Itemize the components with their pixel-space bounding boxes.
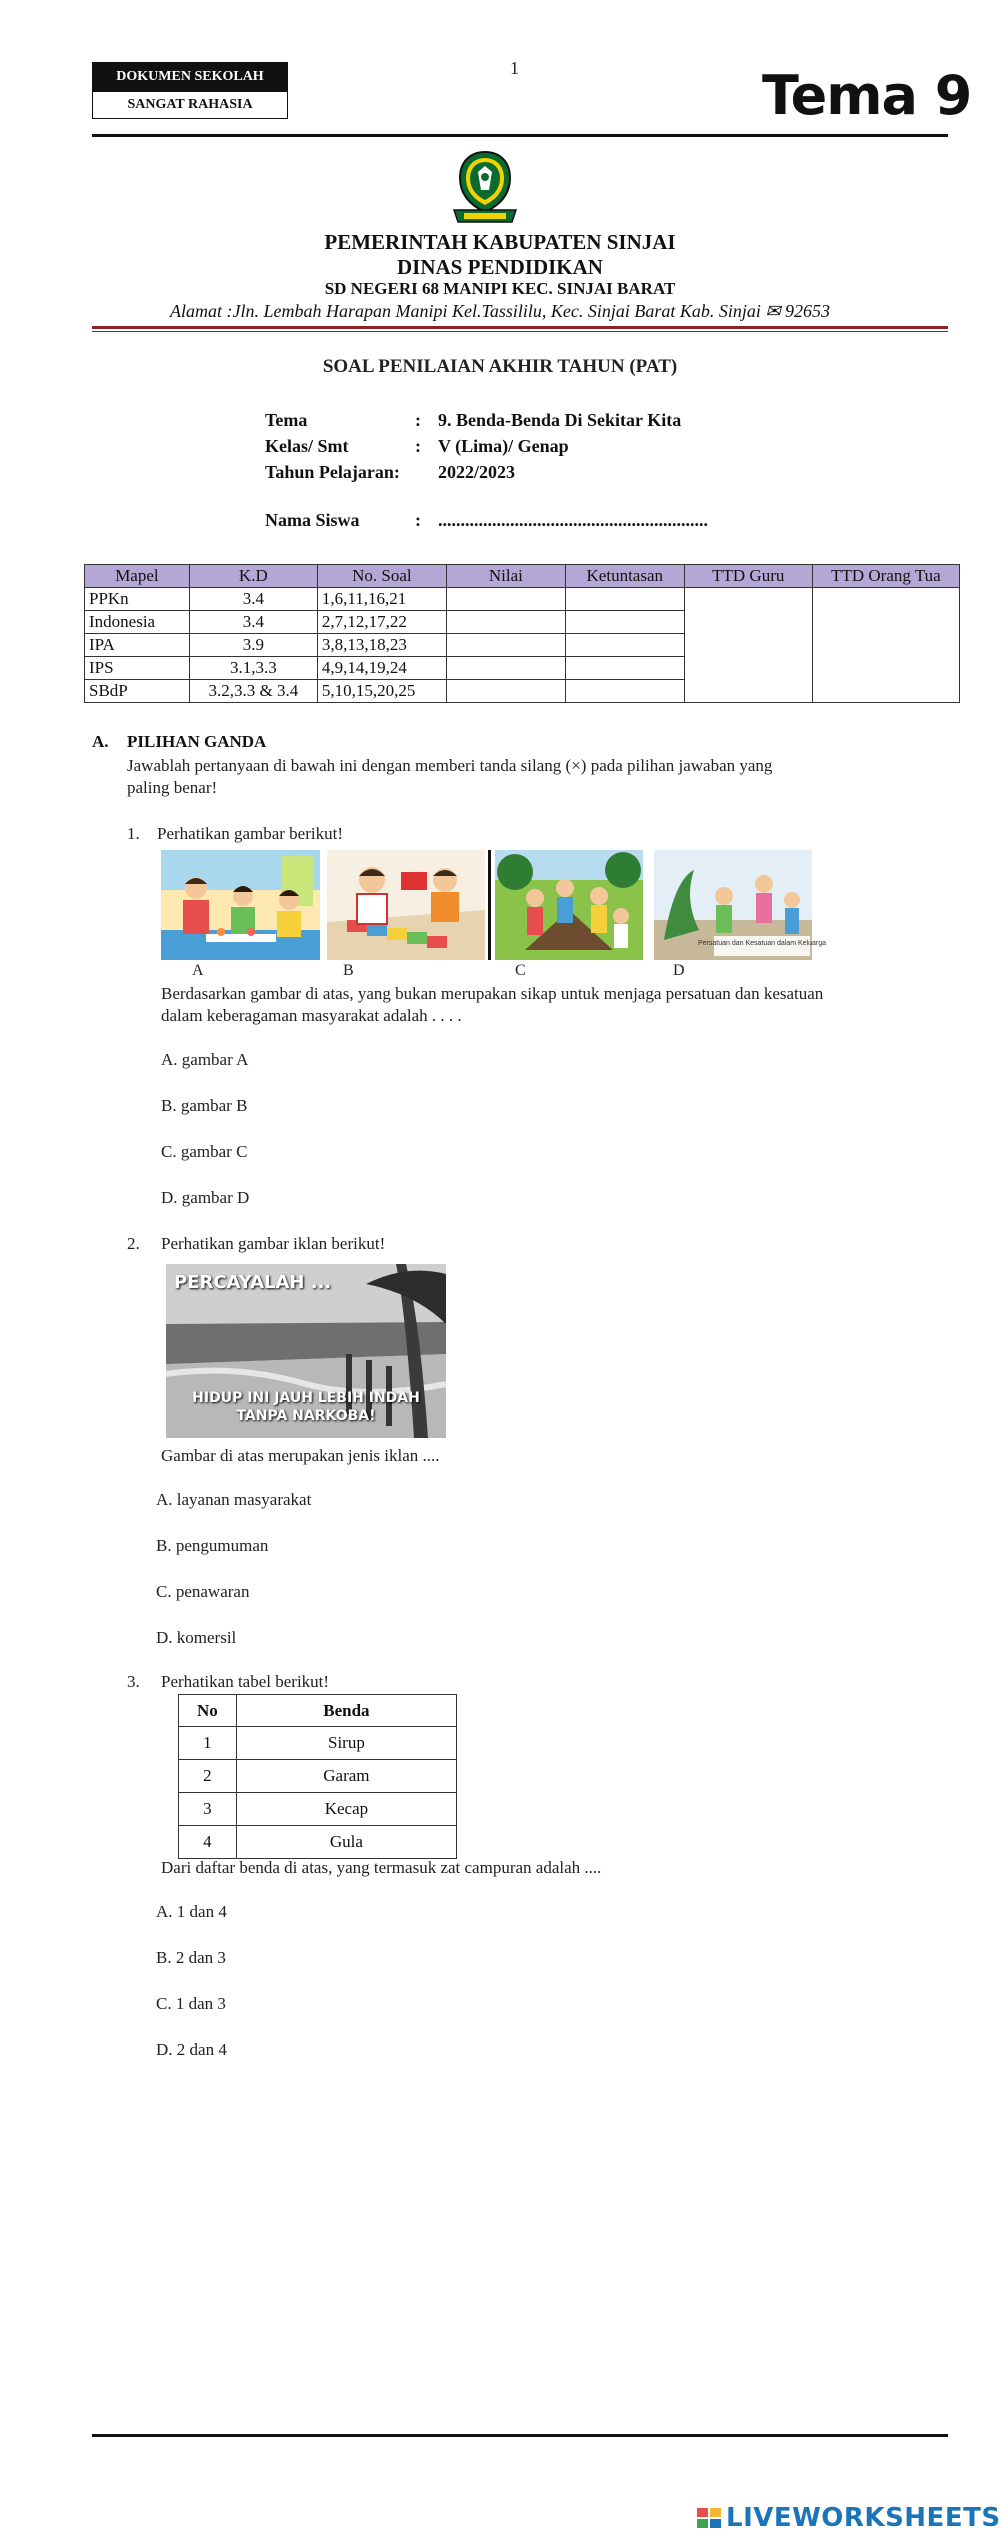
q3-option-d[interactable]: D. 2 dan 4 <box>156 2040 227 2059</box>
section-title: PILIHAN GANDA <box>127 732 267 751</box>
q1-picture-c <box>495 850 643 960</box>
q2-ad-image <box>166 1264 446 1438</box>
col-ketuntasan: Ketuntasan <box>565 565 684 588</box>
q2-question: Gambar di atas merupakan jenis iklan .... <box>161 1446 440 1465</box>
student-name-field[interactable]: ............................................................ <box>438 510 708 530</box>
info-label: Tahun Pelajaran: <box>265 462 400 482</box>
q3-option-c[interactable]: C. 1 dan 3 <box>156 1994 226 2013</box>
q1-option-d[interactable]: D. gambar D <box>161 1188 250 1207</box>
cell-mapel: IPS <box>85 657 190 680</box>
picture-separator <box>488 850 491 960</box>
cell-benda: Sirup <box>236 1727 456 1760</box>
letterhead-divider-thin <box>92 331 948 332</box>
q3-option-a[interactable]: A. 1 dan 4 <box>156 1902 227 1921</box>
col-mapel: Mapel <box>85 565 190 588</box>
cell-nilai[interactable] <box>446 634 565 657</box>
info-row-kelas <box>0 436 1000 460</box>
col-ttd-guru: TTD Guru <box>684 565 812 588</box>
q1-picture-d-caption: Persatuan dan Kesatuan dalam Keluarga <box>697 940 827 947</box>
info-colon: : <box>415 436 421 456</box>
tema-title: Tema 9 <box>762 64 972 127</box>
info-colon: : <box>415 510 421 530</box>
col-kd: K.D <box>189 565 317 588</box>
section-instruction-cont: paling benar! <box>127 778 218 797</box>
col-no-soal: No. Soal <box>317 565 446 588</box>
cell-ketuntasan[interactable] <box>565 657 684 680</box>
footer-divider <box>92 2434 948 2437</box>
cell-ketuntasan[interactable] <box>565 634 684 657</box>
cell-no: 3 <box>179 1793 237 1826</box>
cell-benda: Garam <box>236 1760 456 1793</box>
q1-picture-d <box>654 850 827 960</box>
cell-kd: 3.2,3.3 & 3.4 <box>189 680 317 703</box>
liveworksheets-logo-icon <box>697 2508 723 2530</box>
info-value: V (Lima)/ Genap <box>438 436 569 456</box>
exam-title: SOAL PENILAIAN AKHIR TAHUN (PAT) <box>322 356 678 377</box>
cell-no: 1 <box>179 1727 237 1760</box>
table-row <box>179 1760 457 1793</box>
institution-line-3: SD NEGERI 68 MANIPI KEC. SINJAI BARAT <box>324 279 676 298</box>
score-table-header <box>85 565 960 588</box>
q1-picture-label-a: A <box>192 962 204 979</box>
q1-question-cont: dalam keberagaman masyarakat adalah . . . . <box>161 1006 462 1025</box>
q1-picture-label-c: C <box>515 962 526 979</box>
q3-table-header <box>179 1695 457 1727</box>
q2-prompt: Perhatikan gambar iklan berikut! <box>161 1234 386 1253</box>
q1-picture-label-b: B <box>343 962 354 979</box>
cell-nilai[interactable] <box>446 657 565 680</box>
col-ttd-orang-tua: TTD Orang Tua <box>812 565 959 588</box>
cell-kd: 3.9 <box>189 634 317 657</box>
cell-no: 4 <box>179 1826 237 1859</box>
table-row <box>179 1793 457 1826</box>
cell-benda: Gula <box>236 1826 456 1859</box>
cell-mapel: Indonesia <box>85 611 190 634</box>
info-colon: : <box>415 410 421 430</box>
cell-mapel: IPA <box>85 634 190 657</box>
cell-mapel: PPKn <box>85 588 190 611</box>
info-row-tema <box>0 410 1000 434</box>
institution-address: Alamat :Jln. Lembah Harapan Manipi Kel.Tassililu, Kec. Sinjai Barat Kab. Sinjai ✉ 92653 <box>170 301 830 321</box>
q1-option-c[interactable]: C. gambar C <box>161 1142 248 1161</box>
cell-ttd-orang-tua[interactable] <box>812 588 959 703</box>
q2-option-c[interactable]: C. penawaran <box>156 1582 250 1601</box>
cell-nilai[interactable] <box>446 611 565 634</box>
cell-kd: 3.1,3.3 <box>189 657 317 680</box>
page-number: 1 <box>510 58 519 78</box>
cell-benda: Kecap <box>236 1793 456 1826</box>
q3-prompt: Perhatikan tabel berikut! <box>161 1672 330 1691</box>
table-row <box>179 1826 457 1859</box>
cell-no-soal: 4,9,14,19,24 <box>317 657 446 680</box>
q3-number: 3. <box>127 1672 140 1691</box>
cell-nilai[interactable] <box>446 680 565 703</box>
cell-no-soal: 3,8,13,18,23 <box>317 634 446 657</box>
info-label: Kelas/ Smt <box>265 436 349 456</box>
q1-picture-label-d: D <box>673 962 685 979</box>
cell-ketuntasan[interactable] <box>565 680 684 703</box>
score-table <box>84 564 960 703</box>
cell-no-soal: 2,7,12,17,22 <box>317 611 446 634</box>
q1-picture-b <box>327 850 485 960</box>
info-label: Tema <box>265 410 308 430</box>
info-value: 9. Benda-Benda Di Sekitar Kita <box>438 410 682 430</box>
cell-kd: 3.4 <box>189 611 317 634</box>
ad-tagline-1: HIDUP INI JAUH LEBIH INDAH <box>192 1390 420 1406</box>
header-divider <box>92 134 948 137</box>
info-row-nama <box>0 510 1000 534</box>
cell-no-soal: 1,6,11,16,21 <box>317 588 446 611</box>
q2-number: 2. <box>127 1234 140 1253</box>
q3-table <box>178 1694 457 1859</box>
cell-no-soal: 5,10,15,20,25 <box>317 680 446 703</box>
q1-number: 1. <box>127 824 140 843</box>
q3-question: Dari daftar benda di atas, yang termasuk zat campuran adalah .... <box>161 1858 602 1877</box>
q1-option-b[interactable]: B. gambar B <box>161 1096 248 1115</box>
regency-emblem-icon <box>448 150 522 226</box>
section-instruction: Jawablah pertanyaan di bawah ini dengan memberi tanda silang (×) pada pilihan jawaban yang <box>127 756 773 775</box>
cell-no: 2 <box>179 1760 237 1793</box>
liveworksheets-brand[interactable]: LIVEWORKSHEETS <box>726 2503 1001 2533</box>
cell-nilai[interactable] <box>446 588 565 611</box>
col-benda: Benda <box>236 1695 456 1727</box>
info-row-tahun <box>0 462 1000 486</box>
cell-ttd-guru[interactable] <box>684 588 812 703</box>
section-letter: A. <box>92 732 109 751</box>
institution-line-1: PEMERINTAH KABUPATEN SINJAI <box>324 230 676 254</box>
cell-ketuntasan[interactable] <box>565 611 684 634</box>
q2-option-a[interactable]: A. layanan masyarakat <box>156 1490 312 1509</box>
q1-picture-a <box>161 850 320 960</box>
cell-mapel: SBdP <box>85 680 190 703</box>
ad-headline: PERCAYALAH ... <box>174 1272 332 1293</box>
secret-label: SANGAT RAHASIA <box>93 91 287 118</box>
cell-kd: 3.4 <box>189 588 317 611</box>
q1-option-a[interactable]: A. gambar A <box>161 1050 249 1069</box>
table-row <box>85 588 960 611</box>
q2-option-b[interactable]: B. pengumuman <box>156 1536 269 1555</box>
institution-line-2: DINAS PENDIDIKAN <box>397 255 603 279</box>
q1-prompt: Perhatikan gambar berikut! <box>157 824 343 843</box>
col-nilai: Nilai <box>446 565 565 588</box>
col-no: No <box>179 1695 237 1727</box>
q1-question: Berdasarkan gambar di atas, yang bukan merupakan sikap untuk menjaga persatuan dan kesatuan <box>161 984 824 1003</box>
q3-option-b[interactable]: B. 2 dan 3 <box>156 1948 226 1967</box>
letterhead-divider <box>92 326 948 329</box>
info-value: 2022/2023 <box>438 462 516 482</box>
cell-ketuntasan[interactable] <box>565 588 684 611</box>
document-label-box <box>92 62 288 119</box>
table-row <box>179 1727 457 1760</box>
info-label: Nama Siswa <box>265 510 360 530</box>
ad-tagline-2: TANPA NARKOBA! <box>236 1408 376 1424</box>
q2-option-d[interactable]: D. komersil <box>156 1628 237 1647</box>
doc-label: DOKUMEN SEKOLAH <box>93 63 287 91</box>
